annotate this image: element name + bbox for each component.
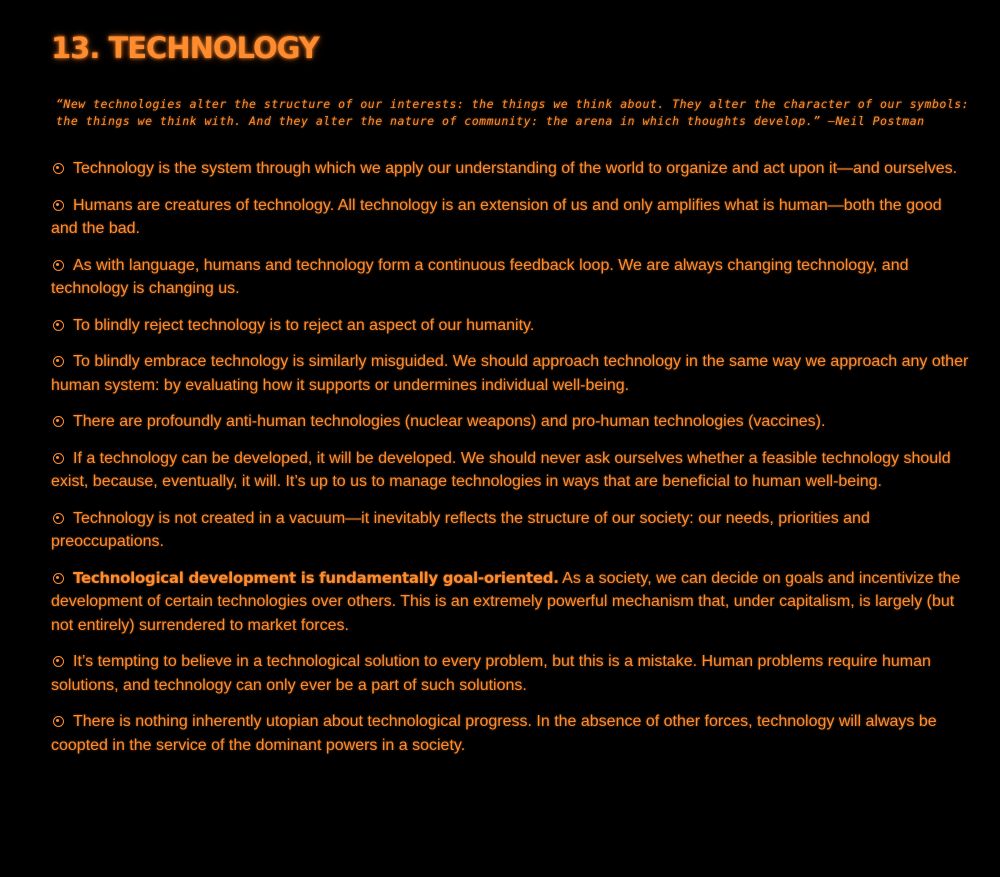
item-text: Technology is not created in a vacuum—it inevitably reflects the structure of our society: our needs, priorities and preoccupations. — [51, 509, 870, 550]
list-item — [51, 314, 970, 338]
list-item — [51, 567, 970, 638]
item-text: To blindly embrace technology is similarly misguided. We should approach technology in the same way we approach any other human system: by evaluating how it supports or undermines individual well-being. — [51, 353, 969, 394]
list-item — [51, 507, 970, 554]
list-item — [51, 157, 970, 181]
circle-dot-icon — [53, 656, 64, 667]
circle-dot-icon — [53, 453, 64, 464]
circle-dot-icon — [53, 320, 64, 331]
list-item — [51, 447, 970, 494]
list-item — [51, 410, 970, 434]
page-title: 13. TECHNOLOGY — [51, 31, 319, 65]
circle-dot-icon — [53, 356, 64, 367]
item-text: It’s tempting to believe in a technological solution to every problem, but this is a mistake. Human problems require human solutions, and technology can only ever be a part of such solutions. — [51, 653, 931, 694]
epigraph-quote: “New technologies alter the structure of our interests: the things we think about. They alter the character of our symbols: the things we think with. And they alter the nature of community: the arena in which thoughts develop.” —Neil Postman — [56, 97, 970, 128]
item-text: As a society, we can decide on goals and incentivize the development of certain technologies over others. This is an extremely powerful mechanism that, under capitalism, is largely (but not entirely) surrendered to market forces. — [51, 569, 961, 634]
list-item — [51, 194, 970, 241]
circle-dot-icon — [53, 716, 64, 727]
item-text: To blindly reject technology is to reject an aspect of our humanity. — [73, 316, 535, 334]
list-item — [51, 350, 970, 397]
item-text: As with language, humans and technology form a continuous feedback loop. We are always changing technology, and technology is changing us. — [51, 256, 909, 297]
circle-dot-icon — [53, 416, 64, 427]
list-item — [51, 254, 970, 301]
circle-dot-icon — [53, 573, 64, 584]
principles-list — [51, 157, 970, 757]
circle-dot-icon — [53, 260, 64, 271]
circle-dot-icon — [53, 513, 64, 524]
list-item — [51, 650, 970, 697]
circle-dot-icon — [53, 200, 64, 211]
circle-dot-icon — [53, 163, 64, 174]
item-text: There is nothing inherently utopian about technological progress. In the absence of other forces, technology will always be coopted in the service of the dominant powers in a society. — [51, 713, 937, 754]
item-text: If a technology can be developed, it will be developed. We should never ask ourselves whether a feasible technology should exist, because, eventually, it will. It’s up to us to manage technologies in ways that are beneficial to human well-being. — [51, 449, 951, 490]
list-item — [51, 710, 970, 757]
item-lead: Technological development is fundamentally goal-oriented. — [73, 568, 559, 587]
item-text: Technology is the system through which we apply our understanding of the world to organize and act upon it—and ourselves. — [73, 160, 958, 177]
item-text: There are profoundly anti-human technologies (nuclear weapons) and pro-human technologies (vaccines). — [73, 413, 826, 430]
item-text: Humans are creatures of technology. All technology is an extension of us and only amplifies what is human—both the good and the bad. — [51, 196, 942, 237]
